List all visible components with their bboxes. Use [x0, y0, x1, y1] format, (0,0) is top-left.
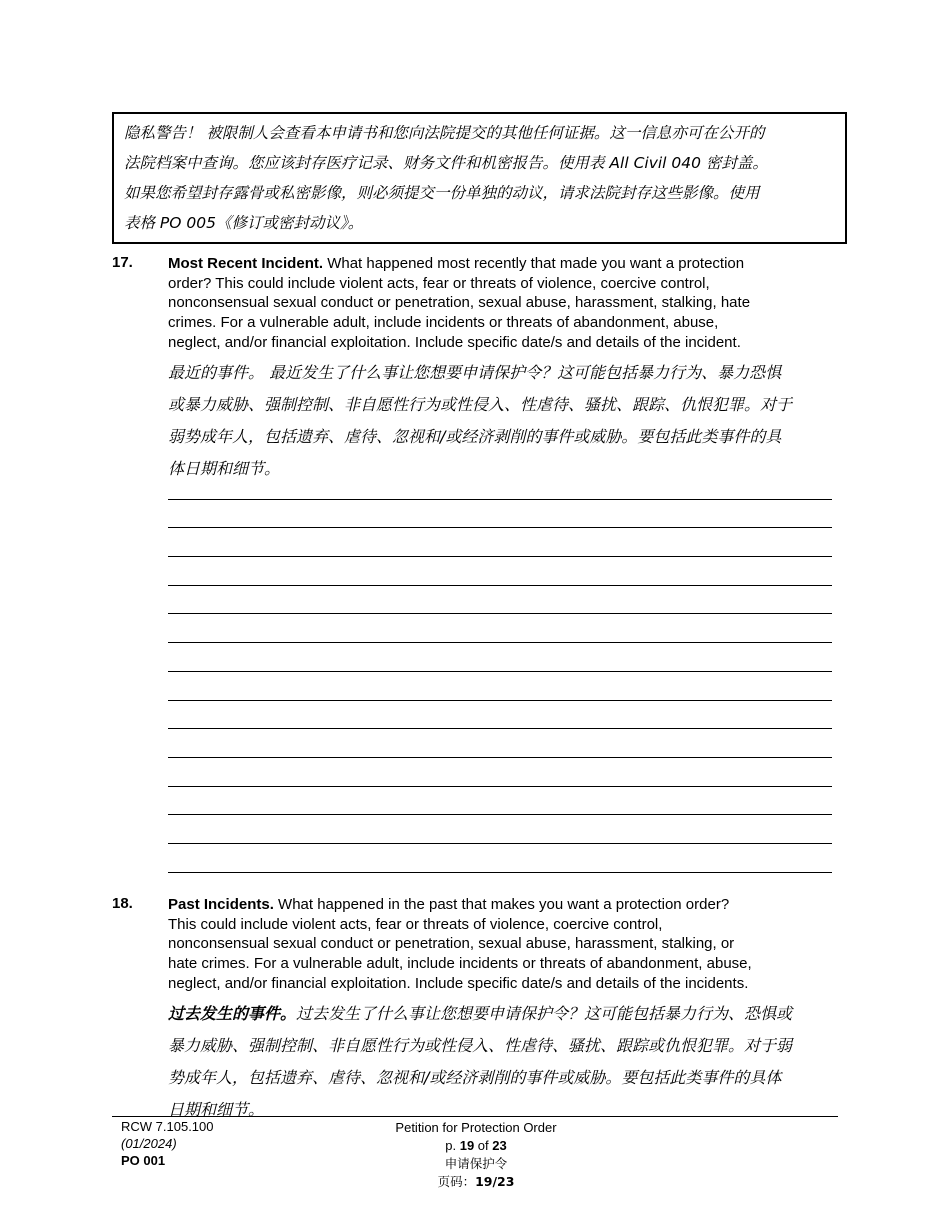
privacy-warning-line: 表格 PO 005《修订或密封动议》。: [124, 214, 364, 232]
privacy-warning-line: 如果您希望封存露骨或私密影像，则必须提交一份单独的动议，请求法院封存这些影像。使用: [124, 184, 760, 202]
footer-title-zh: 申请保护令: [444, 1156, 508, 1171]
footer-page-info: [376, 1119, 576, 1191]
item-18-number: 18.: [112, 895, 133, 912]
item-17-answer-area[interactable]: [168, 471, 832, 873]
item-17-number: 17.: [112, 254, 133, 271]
item-18-text-line: neglect, and/or financial exploitation. Include specific date/s and details of the incidents.: [168, 974, 749, 992]
answer-line[interactable]: [168, 500, 832, 529]
answer-line[interactable]: [168, 787, 832, 816]
item-18-text-line: hate crimes. For a vulnerable adult, include incidents or threats of abandonment, abuse,: [168, 955, 752, 973]
item-17-text-line: nonconsensual sexual conduct or penetration, sexual abuse, harassment, stalking, hate: [168, 294, 751, 312]
answer-line[interactable]: [168, 672, 832, 701]
item-17-zh-line: 体日期和细节。: [168, 458, 281, 478]
item-17-text-line: order? This could include violent acts, fear or threats of violence, coercive control,: [168, 274, 710, 292]
answer-line[interactable]: [168, 528, 832, 557]
item-17-zh-line: 或暴力威胁、强制控制、非自愿性行为或性侵入、性虐待、骚扰、跟踪、仇恨犯罪。对于: [168, 394, 793, 414]
privacy-warning-box: [112, 112, 847, 244]
footer-date: (01/2024): [121, 1136, 177, 1151]
answer-line[interactable]: [168, 643, 832, 672]
answer-line[interactable]: [168, 557, 832, 586]
item-17-text-line: What happened most recently that made you want a protection: [323, 255, 745, 272]
item-18-text-line: What happened in the past that makes you want a protection order?: [273, 896, 730, 913]
answer-line[interactable]: [168, 815, 832, 844]
item-18-body: [168, 895, 834, 1126]
item-18-zh-line: 日期和细节。: [168, 1099, 265, 1119]
item-18-text-line: nonconsensual sexual conduct or penetration, sexual abuse, harassment, stalking, or: [168, 935, 735, 953]
item-18-chinese: [168, 998, 834, 1126]
item-18-title: Past Incidents.: [168, 896, 274, 913]
footer-divider: [112, 1116, 838, 1117]
answer-line[interactable]: [168, 758, 832, 787]
item-17-body: [168, 254, 834, 485]
item-17-chinese: [168, 357, 834, 485]
item-17-zh-title: 最近的事件。: [168, 362, 265, 382]
item-18-zh-line: 势成年人，包括遗弃、虐待、忽视和/或经济剥削的事件或威胁。要包括此类事件的具体: [168, 1067, 782, 1087]
item-17-title: Most Recent Incident.: [168, 255, 324, 272]
item-17-text-line: crimes. For a vulnerable adult, include incidents or threats of abandonment, abuse,: [168, 314, 719, 332]
answer-line[interactable]: [168, 844, 832, 873]
footer-page-number: p. 19 of 23: [445, 1138, 507, 1153]
item-18-text-line: This could include violent acts, fear or threats of violence, coercive control,: [168, 915, 663, 933]
answer-line[interactable]: [168, 586, 832, 615]
answer-line[interactable]: [168, 614, 832, 643]
item-18-english: [168, 895, 834, 994]
item-17-text-line: neglect, and/or financial exploitation. Include specific date/s and details of the incident.: [168, 333, 741, 351]
answer-line[interactable]: [168, 471, 832, 500]
answer-line[interactable]: [168, 701, 832, 730]
footer-page-number-zh: 页码：19/23: [437, 1174, 515, 1189]
item-17-zh-line: 最近发生了什么事让您想要申请保护令？这可能包括暴力行为、暴力恐惧: [264, 362, 782, 382]
footer-title: Petition for Protection Order: [395, 1120, 557, 1135]
footer-form-info: [121, 1118, 214, 1169]
item-18-zh-line: 过去发生了什么事让您想要申请保护令？这可能包括暴力行为、恐惧或: [296, 1003, 793, 1023]
item-17-english: [168, 254, 834, 353]
item-18-zh-line: 暴力威胁、强制控制、非自愿性行为或性侵入、性虐待、骚扰、跟踪或仇恨犯罪。对于弱: [168, 1035, 793, 1055]
answer-line[interactable]: [168, 729, 832, 758]
privacy-warning-line: 法院档案中查询。您应该封存医疗记录、财务文件和机密报告。使用表 All Civil 040 密封盖。: [124, 154, 768, 172]
footer-rcw: RCW 7.105.100: [121, 1119, 214, 1134]
item-18-zh-title: 过去发生的事件。: [168, 1003, 297, 1023]
footer-form-number: PO 001: [121, 1153, 166, 1168]
item-17-zh-line: 弱势成年人，包括遗弃、虐待、忽视和/或经济剥削的事件或威胁。要包括此类事件的具: [168, 426, 782, 446]
privacy-warning-line: 隐私警告！ 被限制人会查看本申请书和您向法院提交的其他任何证据。这一信息亦可在公开的: [124, 124, 765, 142]
